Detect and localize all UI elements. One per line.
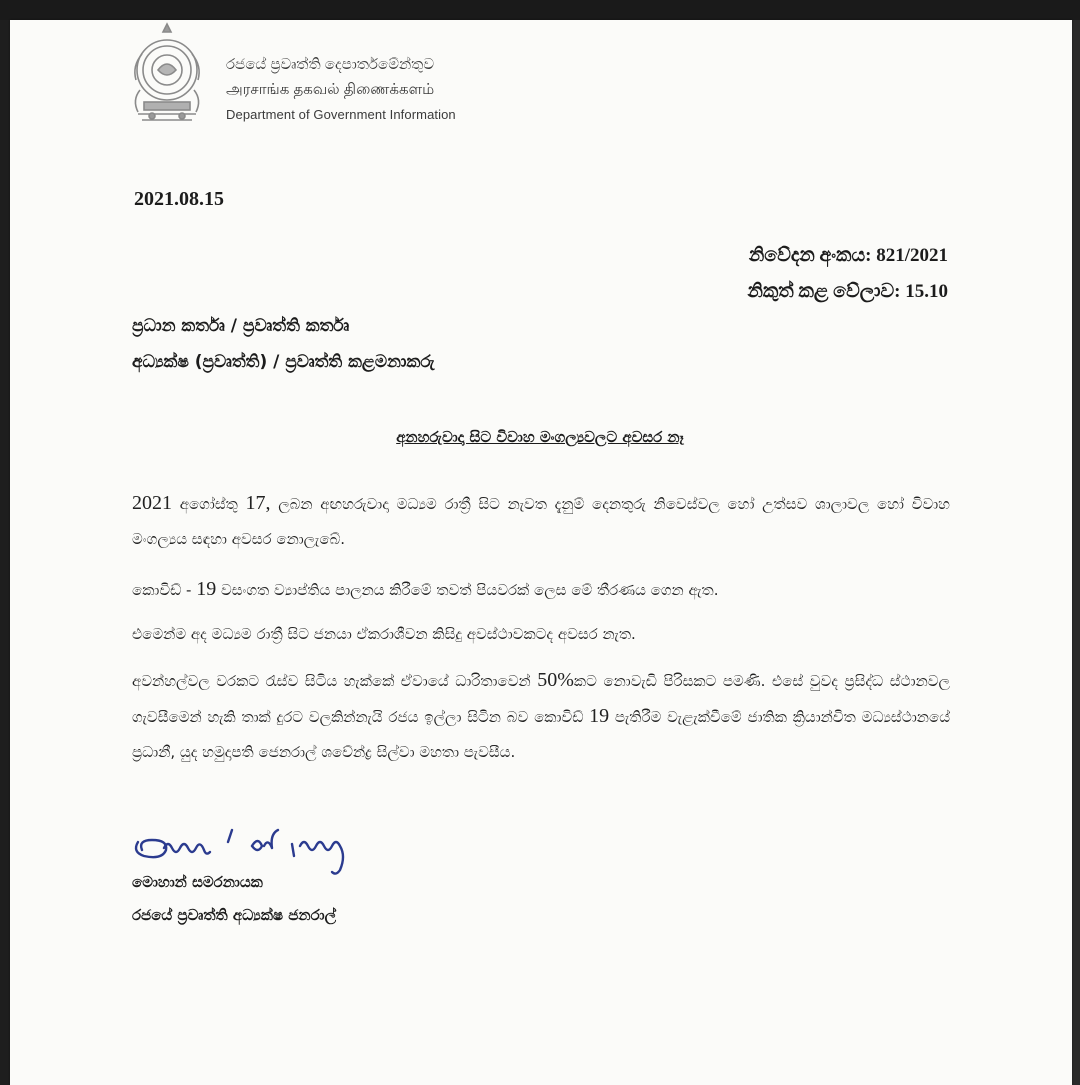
addressee-block — [132, 308, 435, 380]
paragraph-2-prefix: කොවිඩ් - — [132, 581, 197, 599]
paragraph-4-text-c: පැතිරීම වැළැක්වීමේ ජාතික ක්‍රියාන්විත මධ්‍යස්ථානයේ ප්‍රධානී, යුද හමුදාපති ජෙනරාල් ශවේන්ද්‍ර සිල්වා මහතා පැවසීය. — [132, 708, 950, 761]
signatory-name: මොහාන් සමරනායක — [132, 873, 263, 891]
paragraph-4-percent: 50% — [537, 669, 574, 691]
dept-name-english: Department of Government Information — [226, 107, 456, 122]
signatory-title: රජයේ ප්‍රවෘත්ති අධ්‍යක්ෂ ජනරාල් — [132, 906, 337, 924]
addressee-line-2: අධ්‍යක්ෂ (ප්‍රවෘත්ති) / ප්‍රවෘත්ති කළමනාකරු — [132, 352, 435, 372]
notice-number-label: නිවේදන අංකය: — [748, 245, 872, 266]
paragraph-4-text-b: කට නොවැඩි පිරිසකට පමණි. එසේ වුවද ප්‍රසිද්ධ ස්ථානවල ගැවසීමෙන් හැකි තාක් දුරට වලකින්නැයි රජය ඉල්ලා සිටින බව කොවිඩ් — [132, 672, 950, 726]
subject-heading: අනහරුවාදා සිට විවාහ මංගල්‍යවලට අවසර නෑ — [396, 428, 684, 446]
signatory-block — [132, 866, 336, 932]
issue-time-line — [747, 274, 948, 310]
paragraph-2 — [132, 572, 950, 608]
top-frame-bar — [0, 0, 1080, 20]
right-frame-edge — [1072, 20, 1080, 1085]
letterhead — [226, 52, 456, 127]
paragraph-4-number: 19 — [589, 705, 610, 727]
dept-name-sinhala: රජයේ ප්‍රවෘත්ති දෙපාර්තමේන්තුව — [226, 56, 435, 73]
paragraph-2-text: වසංගත ව්‍යාප්තිය පාලනය කිරීමේ තවත් පියවරක් ලෙස මේ තීරණය ගෙන ඇත. — [216, 581, 719, 599]
paragraph-1 — [132, 486, 950, 557]
issue-time-label: නිකුත් කළ වේලාව: — [747, 281, 901, 302]
paragraph-1-text: ලබන අඟහරුවාදා මධ්‍යම රාත්‍රී සිට නැවත දැනුම් දෙනතුරු නිවෙස්වල හෝ උත්සව ශාලාවල හෝ විවාහ මංගල්‍යය සඳහා අවසර නොලැබේ. — [132, 495, 950, 548]
issue-time: 15.10 — [905, 281, 948, 302]
addressee-line-1: ප්‍රධාන කර්තෘ / ප්‍රවෘත්ති කර්තෘ — [132, 316, 350, 336]
reference-block — [747, 238, 948, 310]
letter-date: 2021.08.15 — [134, 188, 224, 210]
paragraph-4-text-a: අවන්හල්වල වරකට රැස්ව සිටිය හැක්කේ ඒවායේ ධාරිතාවෙන් — [132, 672, 538, 690]
sri-lanka-emblem-icon — [128, 20, 206, 126]
paragraph-1-year: 2021 — [132, 492, 172, 514]
paragraph-3: එමෙන්ම අද මධ්‍යම රාත්‍රී සිට ජනයා ඒකරාශීවන කිසිදු අවස්ථාවකටද අවසර නැත. — [132, 625, 636, 643]
notice-number: 821/2021 — [876, 245, 948, 266]
paragraph-1-day: 17, — [245, 492, 271, 514]
notice-number-line — [747, 238, 948, 274]
paragraph-2-number: 19 — [196, 578, 217, 600]
paragraph-1-month: අගෝස්තු — [172, 495, 246, 513]
dept-name-tamil: அரசாங்க தகவல் திணைக்களம் — [226, 81, 435, 98]
paragraph-4 — [132, 663, 950, 770]
